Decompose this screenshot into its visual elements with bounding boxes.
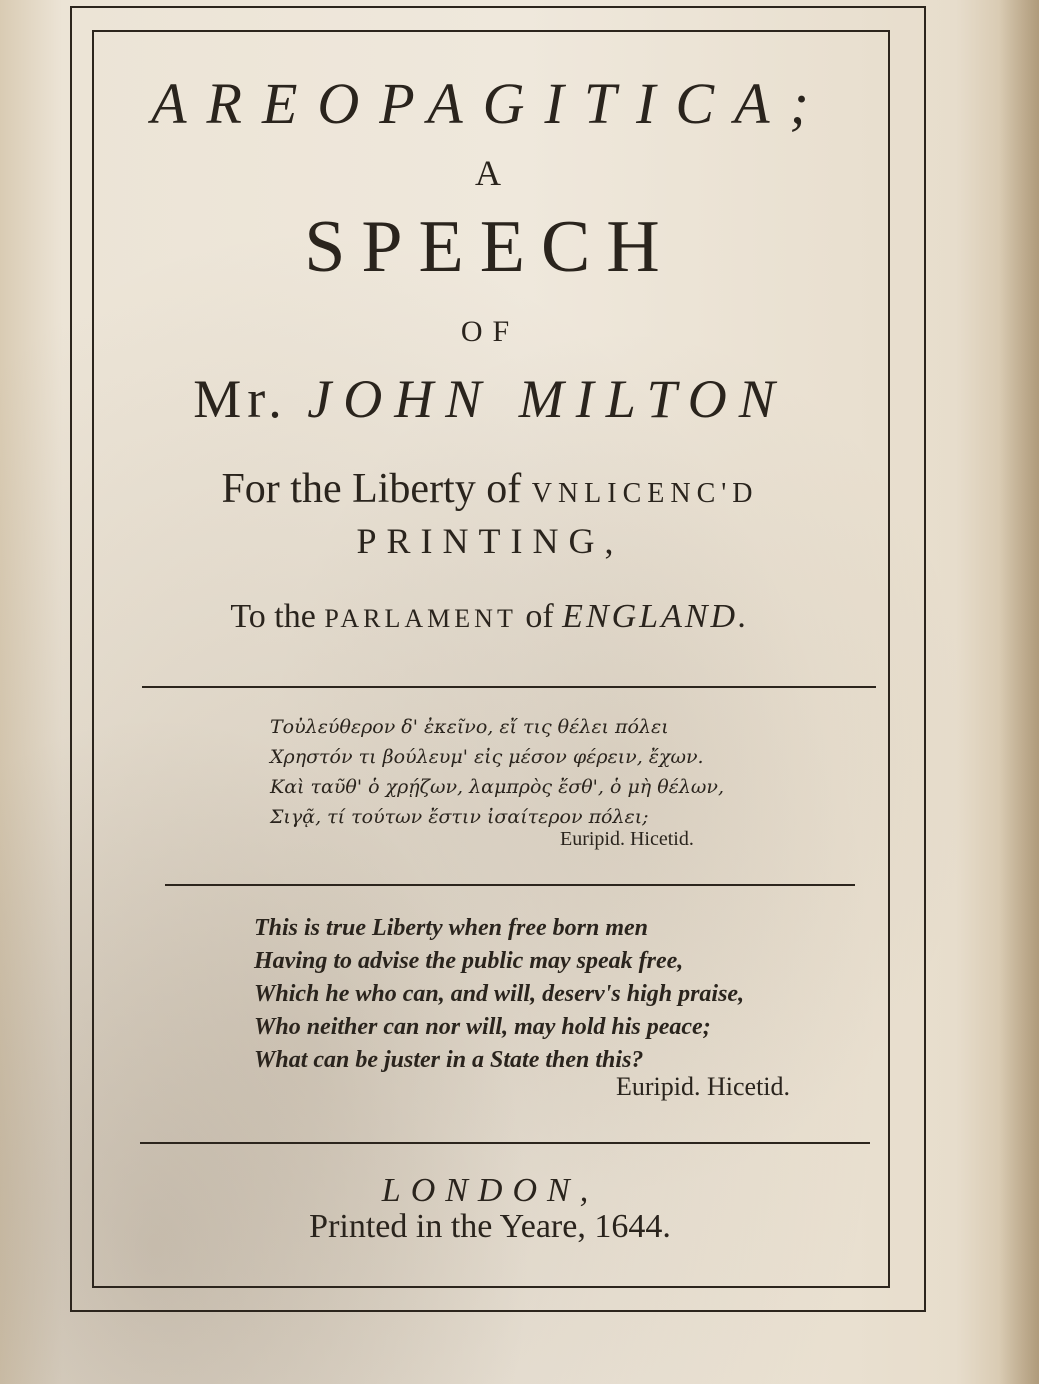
printing-line: PRINTING,: [356, 521, 624, 561]
subtitle-caps: VNLICENC'D: [531, 478, 759, 509]
divider-rule-2: [165, 884, 855, 886]
english-line: What can be juster in a State then this?: [254, 1047, 644, 1073]
parliament-line: [92, 598, 888, 636]
title-speech: SPEECH: [304, 206, 676, 288]
subtitle-lead: For the Liberty of: [221, 466, 522, 512]
english-line: Which he who can, and will, deserv's high praise,: [254, 981, 745, 1007]
page-edge-shadow: [999, 0, 1039, 1384]
divider-rule-3: [140, 1142, 870, 1144]
greek-line: Τοὐλεύθερον δ' ἐκεῖνο, εἴ τις θέλει πόλει: [270, 716, 669, 738]
title-of: OF: [460, 315, 520, 348]
author-prefix: Mr.: [193, 369, 288, 429]
greek-line: Χρηστόν τι βούλευμ' εἰς μέσον φέρειν, ἔχων.: [270, 746, 704, 768]
title-article: A: [475, 153, 505, 193]
english-epigraph: [254, 912, 854, 1077]
imprint-place: LONDON,: [381, 1172, 599, 1209]
author-line: [92, 368, 888, 430]
imprint-line: Printed in the Yeare, 1644.: [309, 1208, 671, 1245]
english-attribution: Euripid. Hicetid.: [616, 1072, 791, 1101]
divider-rule-1: [142, 686, 876, 688]
greek-attribution: Euripid. Hicetid.: [560, 828, 694, 850]
parliament-lead: To the: [230, 598, 316, 635]
greek-line: Σιγᾷ, τί τούτων ἔστιν ἰσαίτερον πόλει;: [270, 806, 649, 828]
parliament-country: ENGLAND.: [562, 598, 750, 635]
english-line: This is true Liberty when free born men: [254, 915, 649, 941]
author-name: JOHN MILTON: [307, 369, 787, 429]
greek-line: Καὶ ταῦθ' ὁ χρῄζων, λαμπρὸς ἔσθ', ὁ μὴ θέλων,: [270, 776, 724, 798]
subtitle-line: [92, 465, 888, 513]
english-line: Who neither can nor will, may hold his peace;: [254, 1014, 711, 1040]
book-title: AREOPAGITICA;: [151, 71, 829, 136]
english-line: Having to advise the public may speak free,: [254, 948, 684, 974]
parliament-word: PARLAMENT: [324, 604, 517, 633]
parliament-of: of: [525, 598, 554, 635]
greek-epigraph: [270, 712, 790, 832]
